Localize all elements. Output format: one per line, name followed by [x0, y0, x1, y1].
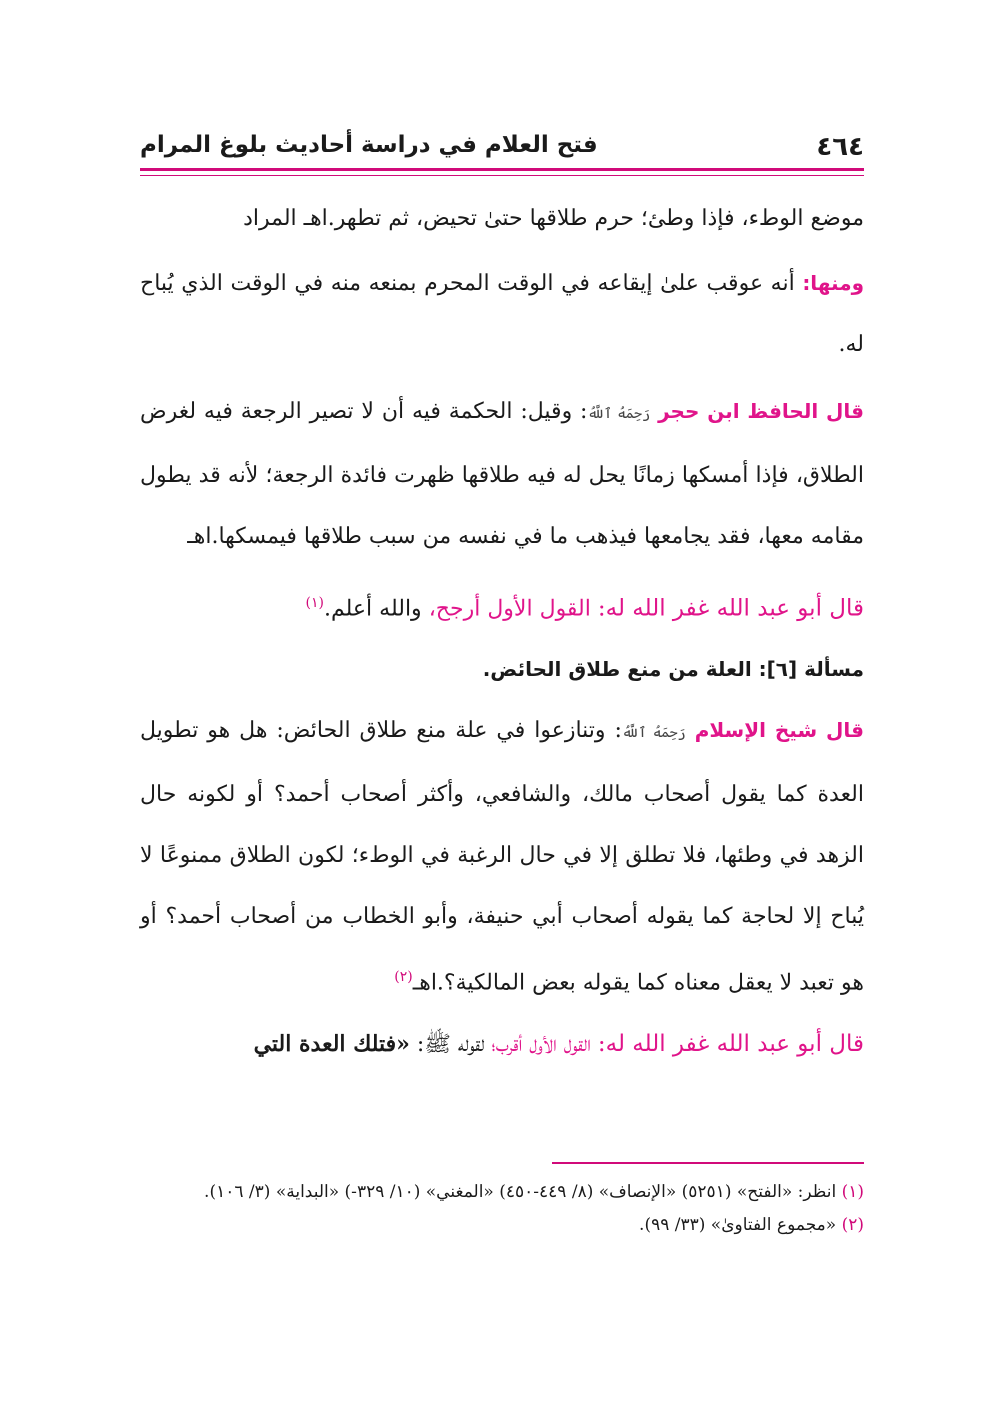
- paragraph-5-text: : وتنازعوا في علة منع طلاق الحائض: هل هو تطويل العدة كما يقول أصحاب مالك، والشافعي، وأكثر أصحاب أحمد؟ أو لكونه حال الزهد في وطئها، فلا تطلق إلا في حال الرغبة في الوطء؛ لكون الطلاق ممنوعًا لا يُباح إلا لحاجة كما يقوله أصحاب أبي حنيفة، وأبو الخطاب من أصحاب أحمد؟ أو هو تعبد لا يعقل معناه كما يقوله بعض المالكية؟.اهـ: [140, 718, 864, 996]
- paragraph-2-text: أنه عوقب علىٰ إيقاعه في الوقت المحرم بمنعه منه في الوقت الذي يُباح له.: [140, 271, 864, 357]
- paragraph-4-text: والله أعلم.: [324, 596, 429, 622]
- footnote-text: «مجموع الفتاوىٰ» (٣٣/ ٩٩).: [639, 1215, 842, 1235]
- header-rule-thin: [140, 175, 864, 176]
- masala-title: العلة من منع طلاق الحائض.: [482, 657, 759, 682]
- author-note: قال أبو عبد الله غفر الله له:: [597, 595, 864, 622]
- book-title: فتح العلام في دراسة أحاديث بلوغ المرام: [140, 132, 598, 158]
- footnote-separator: [552, 1162, 864, 1164]
- header-rule-thick: [140, 168, 864, 171]
- paragraph-5: [140, 700, 864, 1013]
- footnote-2: [140, 1209, 864, 1242]
- footnote-ref-2[interactable]: (٢): [394, 969, 413, 986]
- honorific-glyph: رَحِمَهُ ٱللَّهُ: [587, 406, 651, 422]
- paragraph-6: [140, 1014, 864, 1075]
- paragraph-6-text: لقوله ﷺ:: [409, 1031, 492, 1057]
- footnote-text: انظر: «الفتح» (٥٢٥١) «الإنصاف» (٨/ ٤٤٩-٤٥٠) «المغني» (١٠/ ٣٢٩-) «البداية» (٣/ ١٠٦).: [204, 1182, 842, 1202]
- hadith-quote: «فتلك العدة التي: [253, 1030, 410, 1057]
- honorific-glyph: رَحِمَهُ ٱللَّهُ: [621, 725, 686, 742]
- paragraph-3-lead: قال الحافظ ابن حجر: [658, 399, 864, 423]
- footnote-ref-1[interactable]: (١): [305, 595, 325, 611]
- masala-heading: [140, 639, 864, 700]
- paragraph-4: [140, 573, 864, 639]
- footnote-number: (٢): [841, 1215, 864, 1235]
- paragraph-5-lead: قال شيخ الإسلام: [694, 718, 865, 743]
- paragraph-3-text: : وقيل: الحكمة فيه أن لا تصير الرجعة فيه لغرض الطلاق، فإذا أمسكها زمانًا يحل له فيه طلاقها ظهرت فائدة الرجعة؛ لأنه قد يطول مقامه معها، فقد يجامعها فيذهب ما في نفسه من سبب طلاقها فيمسكها.اهـ: [140, 399, 864, 549]
- paragraph-2-lead: ومنها:: [802, 271, 865, 295]
- footnote-number: (١): [841, 1182, 864, 1202]
- footnote-1: [140, 1176, 864, 1209]
- page-number: ٤٦٤: [816, 132, 864, 162]
- masala-label: مسألة [٦]:: [758, 657, 864, 682]
- paragraph-1: موضع الوطء، فإذا وطئ؛ حرم طلاقها حتىٰ تحيض، ثم تطهر.اهـ المراد: [243, 206, 864, 231]
- footnotes: [140, 1176, 864, 1242]
- paragraph-4-highlight: القول الأول أرجح،: [428, 596, 598, 622]
- paragraph-2: [140, 253, 864, 375]
- page-header: [140, 128, 864, 164]
- paragraph-3: [140, 381, 864, 567]
- paragraph-6-highlight: القول الأول أقرب؛: [491, 1031, 598, 1057]
- author-note: قال أبو عبد الله غفر الله له:: [597, 1030, 864, 1057]
- body-text: [140, 188, 864, 1075]
